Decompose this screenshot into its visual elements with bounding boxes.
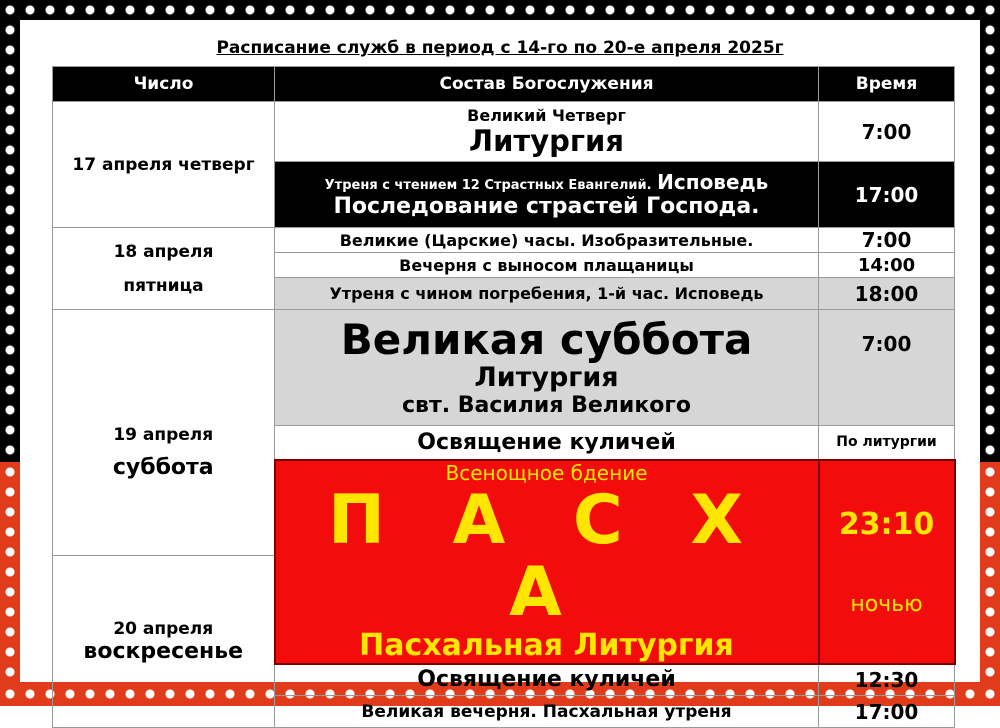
easter-time-note: ночью <box>850 591 923 617</box>
service-cell: Великая вечерня. Пасхальная утреня <box>275 696 819 728</box>
service-line-confession: Исповедь <box>657 170 769 194</box>
right-dotted-border-red <box>980 462 1000 706</box>
service-subtitle: Великий Четверг <box>467 106 626 125</box>
weekday-20: воскресенье <box>83 639 244 664</box>
date-cell-20 <box>53 556 275 728</box>
easter-liturgy: Пасхальная Литургия <box>359 627 734 663</box>
service-cell: Великие (Царские) часы. Изобразительные. <box>275 228 819 253</box>
date-cell-17 <box>53 102 275 228</box>
header-service: Состав Богослужения <box>275 67 819 102</box>
date-18: 18 апреля <box>113 241 214 262</box>
time-cell: 12:30 <box>819 664 955 696</box>
time-cell: 7:00 <box>819 102 955 162</box>
time-cell: По литургии <box>819 426 955 460</box>
service-title: Литургия <box>469 124 624 158</box>
service-title: Последование страстей Господа. <box>333 194 760 219</box>
service-cell <box>275 102 819 162</box>
time-cell: 7:00 <box>819 310 955 426</box>
time-cell: 17:00 <box>819 162 955 228</box>
table-row <box>53 310 955 426</box>
service-cell: Утреня с чином погребения, 1-й час. Исповедь <box>275 278 819 310</box>
right-dotted-border-black <box>980 0 1000 470</box>
date-20: 20 апреля <box>113 619 214 639</box>
date-cell-18 <box>53 228 275 310</box>
date-cell-19 <box>53 310 275 556</box>
service-cell: Вечерня с выносом плащаницы <box>275 253 819 278</box>
table-header-row <box>53 67 955 102</box>
service-line: свт. Василия Великого <box>402 392 691 418</box>
time-cell: 18:00 <box>819 278 955 310</box>
time-cell: 17:00 <box>819 696 955 728</box>
schedule-table <box>52 66 956 728</box>
vigil-label: Всенощное бдение <box>445 460 648 485</box>
date-17: 17 апреля четверг <box>72 154 255 175</box>
top-dotted-border <box>0 0 1000 20</box>
service-cell: Освящение куличей <box>275 426 819 460</box>
table-row <box>53 228 955 253</box>
service-cell <box>275 162 819 228</box>
left-dotted-border-red <box>0 462 20 706</box>
time-cell: 7:00 <box>819 228 955 253</box>
table-row <box>53 102 955 162</box>
time-cell: 14:00 <box>819 253 955 278</box>
service-cell: Освящение куличей <box>275 664 819 696</box>
easter-time: 23:10 <box>838 506 935 542</box>
service-cell <box>275 310 819 426</box>
service-line: Литургия <box>474 361 619 393</box>
easter-title: П А С Х А <box>328 480 765 632</box>
weekday-18: пятница <box>123 275 204 296</box>
weekday-19: суббота <box>112 455 214 480</box>
header-time: Время <box>819 67 955 102</box>
header-date: Число <box>53 67 275 102</box>
date-19: 19 апреля <box>113 425 214 445</box>
easter-time-cell <box>819 460 955 664</box>
easter-service-cell <box>275 460 819 664</box>
service-title: Великая суббота <box>340 314 753 364</box>
service-line: Утреня с чтением 12 Страстных Евангелий. <box>324 178 652 193</box>
page-title: Расписание служб в период с 14-го по 20-е апреля 2025г <box>216 38 784 58</box>
left-dotted-border-black <box>0 0 20 470</box>
